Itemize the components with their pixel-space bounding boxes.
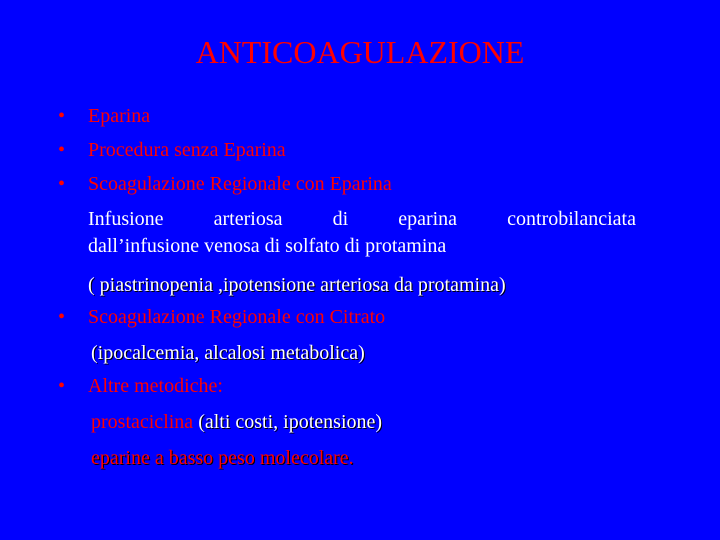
word: Infusione	[88, 208, 164, 230]
list-item-scoagulazione-eparina: Scoagulazione Regionale con Eparina	[88, 173, 392, 195]
word: controbilanciata	[507, 208, 636, 230]
bullet-icon: •	[58, 375, 66, 397]
bullet-icon: •	[58, 105, 66, 127]
bullet-icon: •	[58, 306, 66, 328]
word: di	[332, 208, 349, 230]
sub-altre-line1	[91, 409, 382, 435]
sub-altre-line2: eparine a basso peso molecolare.	[91, 447, 354, 469]
list-item-altre-metodiche: Altre metodiche:	[88, 375, 223, 397]
sub-eparina-line1	[88, 206, 636, 232]
bullet-icon: •	[58, 173, 66, 195]
sub-citrato: (ipocalcemia, alcalosi metabolica)	[91, 342, 365, 364]
list-item-scoagulazione-citrato: Scoagulazione Regionale con Citrato	[88, 306, 386, 328]
word: arteriosa	[213, 208, 283, 230]
bullet-icon: •	[58, 139, 66, 161]
prostaciclina-note: (alti costi, ipotensione)	[193, 411, 383, 433]
word: eparina	[398, 208, 458, 230]
list-item-procedura: Procedura senza Eparina	[88, 139, 286, 161]
list-item-eparina: Eparina	[88, 105, 151, 127]
sub-eparina-line2: dall’infusione venosa di solfato di protamina	[88, 235, 447, 257]
slide-title: ANTICOAGULAZIONE	[195, 34, 525, 70]
prostaciclina-term: prostaciclina	[91, 411, 194, 433]
sub-eparina-line3: ( piastrinopenia ,ipotensione arteriosa da protamina)	[88, 274, 506, 296]
